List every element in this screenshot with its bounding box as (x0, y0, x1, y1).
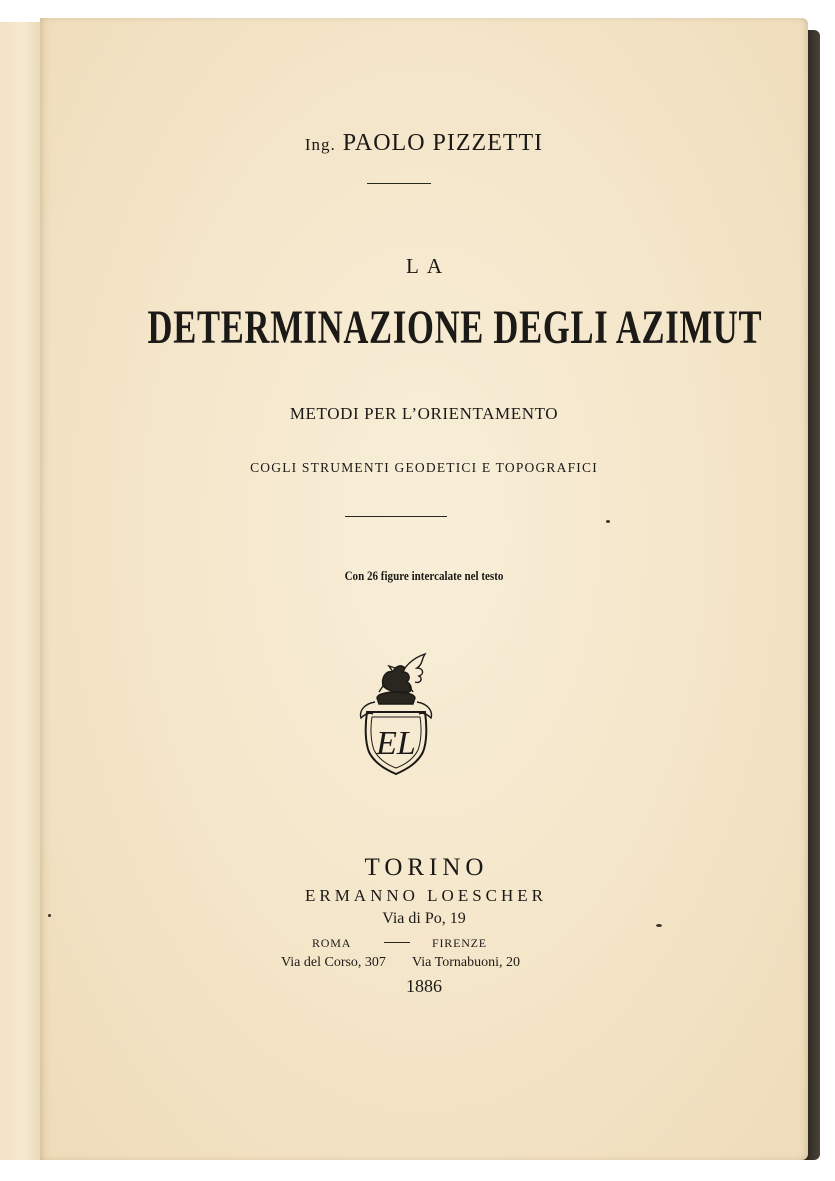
facing-page-edge (0, 22, 41, 1160)
divider-rule (367, 183, 431, 184)
title-page (40, 18, 808, 1160)
subtitle-line-1: METODI PER L’ORIENTAMENTO (289, 404, 559, 423)
publisher-griffin-crest-icon (353, 646, 439, 778)
figures-note: Con 26 figure intercalate nel testo (344, 568, 504, 583)
branch-address-roma: Via del Corso, 307 (281, 955, 386, 970)
author-name: PAOLO PIZZETTI (342, 130, 544, 156)
imprint-year: 1886 (406, 976, 442, 996)
author-prefix: Ing. (304, 135, 336, 154)
main-title: DETERMINAZIONE DEGLI AZIMUT (147, 301, 763, 354)
branch-address-firenze: Via Tornabuoni, 20 (412, 955, 520, 970)
imprint-address: Via di Po, 19 (382, 910, 466, 927)
author-line (40, 130, 808, 157)
title-article: LA (406, 254, 450, 278)
monogram: EL (376, 725, 416, 762)
paper-speck (48, 914, 51, 917)
branch-dash (384, 942, 410, 943)
divider-rule (345, 516, 447, 517)
paper-speck (656, 924, 662, 927)
imprint-publisher: ERMANNO LOESCHER (304, 886, 548, 905)
subtitle-line-2: COGLI STRUMENTI GEODETICI E TOPOGRAFICI (250, 460, 598, 475)
branch-city-firenze: FIRENZE (432, 936, 487, 950)
imprint-city: TORINO (364, 854, 489, 881)
branch-city-roma: ROMA (312, 936, 352, 950)
paper-speck (606, 520, 610, 523)
